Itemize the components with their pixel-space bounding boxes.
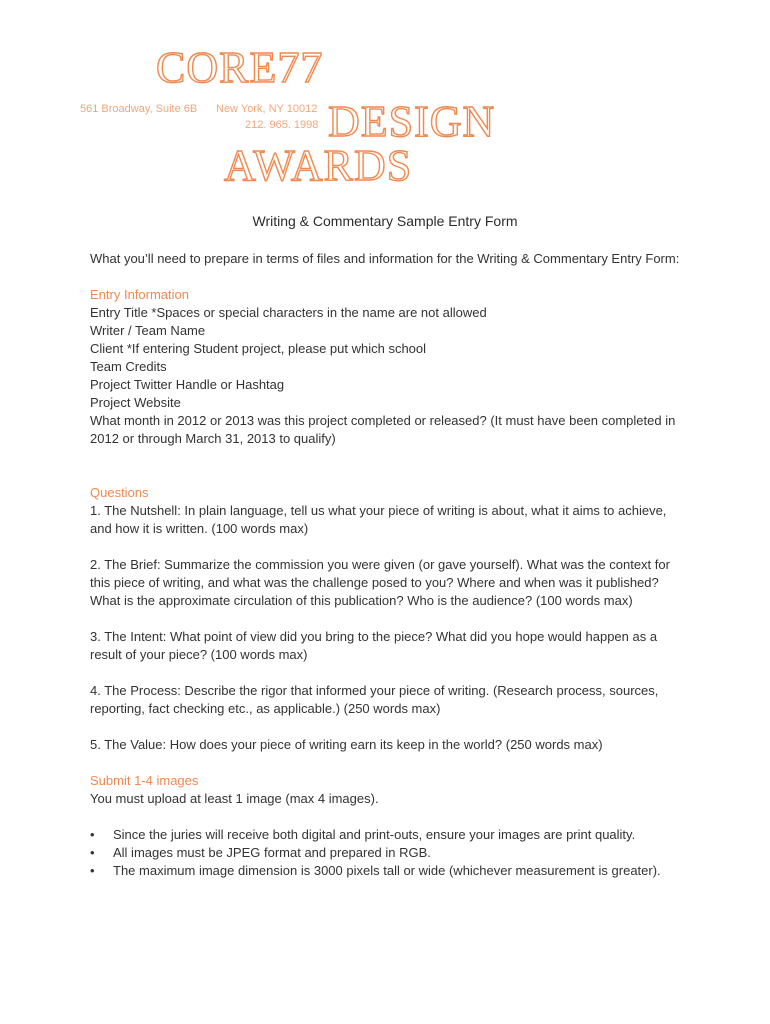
- bullet-icon: •: [90, 863, 95, 878]
- entry-item-client: Client *If entering Student project, please put which school: [90, 341, 427, 356]
- entry-item-website: Project Website: [90, 395, 181, 410]
- images-heading: Submit 1-4 images: [90, 773, 199, 788]
- list-item: [90, 844, 690, 862]
- entry-item-month: What month in 2012 or 2013 was this project completed or released? (It must have been completed in 2012 or through March 31, 2013 to qualify): [90, 413, 676, 446]
- bullet-icon: •: [90, 827, 95, 842]
- questions-heading: Questions: [90, 485, 149, 500]
- question-process: 4. The Process: Describe the rigor that informed your piece of writing. (Research process, sources, reporting, fact checking etc., as applicable.) (250 words max): [90, 683, 659, 716]
- question-intent: 3. The Intent: What point of view did you bring to the piece? What did you hope would happen as a result of your piece? (100 words max): [90, 629, 658, 662]
- image-requirement-print: Since the juries will receive both digital and print-outs, ensure your images are print quality.: [113, 827, 636, 842]
- form-content: [90, 250, 690, 880]
- document-title: Writing & Commentary Sample Entry Form: [252, 213, 518, 229]
- logo-design-text: DESIGN: [328, 97, 496, 146]
- bullet-icon: •: [90, 845, 95, 860]
- logo-awards-text: AWARDS: [224, 141, 413, 190]
- entry-item-writer: Writer / Team Name: [90, 323, 206, 338]
- intro-text: What you’ll need to prepare in terms of files and information for the Writing & Commentary Entry Form:: [90, 251, 680, 266]
- question-value: 5. The Value: How does your piece of writing earn its keep in the world? (250 words max): [90, 737, 603, 752]
- entry-item-credits: Team Credits: [90, 359, 167, 374]
- question-brief: 2. The Brief: Summarize the commission you were given (or gave yourself). What was the context for this piece of writing, and what was the challenge posed to you? Where and when was it published? What is the approximate circulation of this publication? Who is the audience? (100 words max): [90, 557, 670, 608]
- images-intro: You must upload at least 1 image (max 4 images).: [90, 791, 379, 806]
- entry-item-twitter: Project Twitter Handle or Hashtag: [90, 377, 285, 392]
- image-requirement-dimension: The maximum image dimension is 3000 pixels tall or wide (whichever measurement is greater).: [113, 863, 661, 878]
- image-requirements-list: [90, 826, 690, 880]
- logo-core77-text: CORE77: [156, 43, 324, 92]
- entry-information-heading: Entry Information: [90, 287, 189, 302]
- phone-number: 212. 965. 1998: [245, 119, 319, 131]
- entry-item-title: Entry Title *Spaces or special characters in the name are not allowed: [90, 305, 487, 320]
- list-item: [90, 826, 690, 844]
- list-item: [90, 862, 690, 880]
- address-street: 561 Broadway, Suite 6B: [80, 103, 198, 115]
- address-city: New York, NY 10012: [216, 103, 318, 115]
- image-requirement-format: All images must be JPEG format and prepared in RGB.: [113, 845, 431, 860]
- question-nutshell: 1. The Nutshell: In plain language, tell us what your piece of writing is about, what it aims to achieve, and how it is written. (100 words max): [90, 503, 667, 536]
